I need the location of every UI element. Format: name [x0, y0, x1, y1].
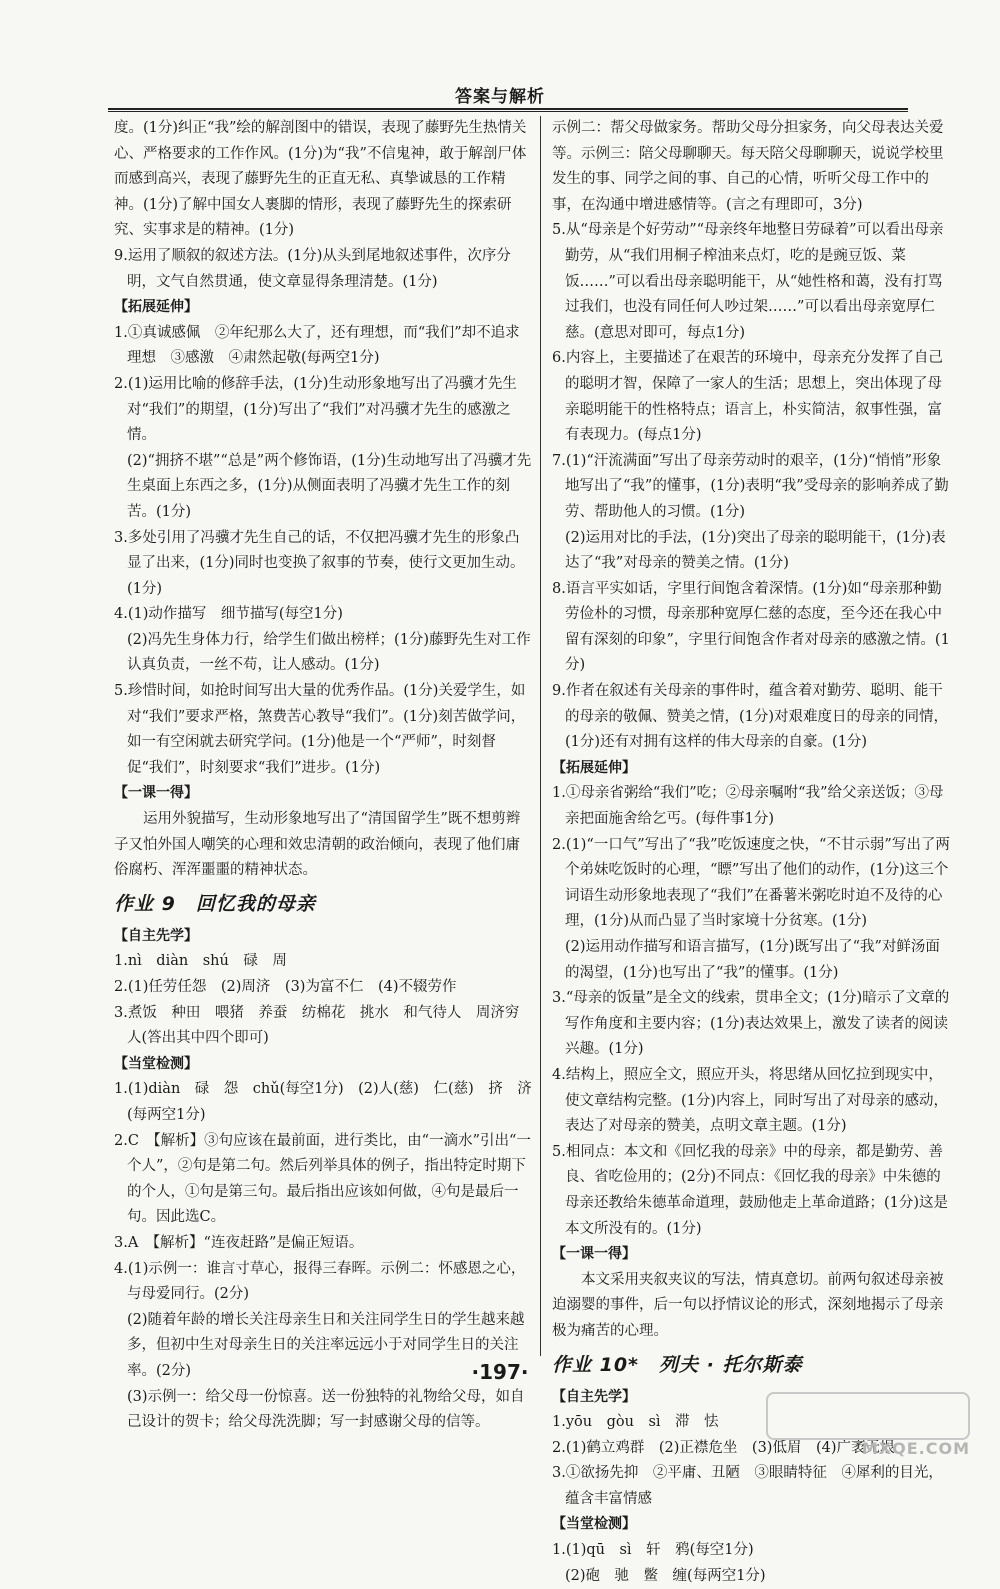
answer-subitem: (2)运用对比的手法，(1分)突出了母亲的聪明能干，(1分)表达了“我”对母亲的赞美之情。(1分) — [565, 529, 946, 572]
answer-item: 7.(1)“汗流满面”写出了母亲劳动时的艰辛，(1分)“悄悄”形象地写出了“我”的懂事，(1分)表明“我”受母亲的影响养成了勤劳、帮助他人的习惯。(1分) — [552, 452, 949, 520]
section-heading: 【拓展延伸】 — [552, 759, 636, 776]
section-heading: 【自主先学】 — [552, 1388, 636, 1405]
answer-subitem: (3)示例一：给父母一份惊喜。送一份独特的礼物给父母，如自己设计的贺卡；给父母洗洗脚；写一封感谢父母的信等。 — [127, 1388, 525, 1431]
header-rule-thin — [108, 111, 908, 112]
watermark — [760, 1392, 980, 1458]
continued-text: 度。(1分)纠正“我”绘的解剖图中的错误，表现了藤野先生热情关心、严格要求的工作作风。(1分)为“我”不信鬼神，敢于解剖尸体而感到高兴，表现了藤野先生的正直无私、真挚诚恳的工作精神。(1分)了解中国女人裹脚的情形，表现了藤野先生的探索研究、实事求是的精神。(1分) — [114, 120, 527, 239]
answer-item: 4.(1)动作描写 细节描写(每空1分) — [114, 606, 343, 623]
section-heading: 【一课一得】 — [552, 1246, 636, 1263]
answer-subitem: (2)冯先生身体力行，给学生们做出榜样；(1分)藤野先生对工作认真负责，一丝不苟，让人感动。(1分) — [127, 631, 531, 674]
answer-item: 2.(1)“一口气”写出了“我”吃饭速度之快，“不甘示弱”写出了两个弟妹吃饭时的心理，“瞟”写出了他们的动作，(1分)这三个词语生动形象地表现了“我们”在番薯米粥吃时迫不及待的心理，(1分)从而凸显了当时家境十分贫寒。(1分) — [552, 836, 950, 930]
paragraph: 运用外貌描写，生动形象地写出了“清国留学生”既不想剪辫子又怕外国人嘲笑的心理和效忠清朝的政治倾向，表现了他们庸俗腐朽、浑浑噩噩的精神状态。 — [114, 811, 521, 879]
answer-item: 9.作者在叙述有关母亲的事件时，蕴含着对勤劳、聪明、能干的母亲的敬佩、赞美之情，(1分)对艰难度日的母亲的同情，(1分)还有对拥有这样的伟大母亲的自豪。(1分) — [552, 683, 949, 751]
answer-item: 9.运用了顺叙的叙述方法。(1分)从头到尾地叙述事件，次序分明，文气自然贯通，使文章显得条理清楚。(1分) — [114, 247, 511, 290]
answer-item: 8.语言平实如话，字里行间饱含着深情。(1分)如“母亲那种勤劳俭朴的习惯，母亲那种宽厚仁慈的态度，至今还在我心中留有深刻的印象”，字里行间饱含作者对母亲的感激之情。(1分) — [552, 580, 950, 674]
answer-item: 5.从“母亲是个好劳动”“母亲终年地整日劳碌着”可以看出母亲勤劳，从“我们用桐子榨油来点灯，吃的是豌豆饭、菜饭……”可以看出母亲聪明能干，从“她性格和蔼，没有打骂过我们，也没有同任何人吵过架……”可以看出母亲宽厚仁慈。(意思对即可，每点1分) — [552, 222, 944, 341]
answer-item: 1.(1)qū sì 轩 鸦(每空1分) — [552, 1542, 754, 1559]
section-heading: 【当堂检测】 — [114, 1055, 198, 1072]
answer-item: 5.珍惜时间，如抢时间写出大量的优秀作品。(1分)关爱学生，如对“我们”要求严格，煞费苦心教导“我们”。(1分)刻苦做学问，如一有空闲就去研究学问。(1分)他是一个“严师”，时刻督促“我们”，时刻要求“我们”进步。(1分) — [114, 683, 526, 776]
column-divider — [540, 116, 541, 1356]
answer-item: 2.C 【解析】③句应该在最前面，进行类比，由“一滴水”引出“一个人”，②句是第二句。然后列举具体的例子，指出特定时期下的个人，①句是第三句。最后指出应该如何做，④句是最后一句。因此选C。 — [114, 1132, 531, 1226]
answer-item: 4.(1)示例一：谁言寸草心，报得三春晖。示例二：怀感恩之心，与母爱同行。(2分) — [114, 1260, 526, 1303]
answer-item: 1.①真诚感佩 ②年纪那么大了，还有理想，而“我们”却不追求理想 ③感激 ④肃然起敬(每两空1分) — [114, 324, 520, 367]
section-heading: 【自主先学】 — [114, 927, 198, 944]
answer-subitem: (2)运用动作描写和语言描写，(1分)既写出了“我”对鲜汤面的渴望，(1分)也写出了“我”的懂事。(1分) — [565, 939, 940, 981]
watermark-url: MXQE.COM — [861, 1439, 970, 1458]
answer-item: 3.多处引用了冯骥才先生自己的话，不仅把冯骥才先生的形象凸显了出来，(1分)同时也变换了叙事的节奏，使行文更加生动。(1分) — [114, 529, 525, 597]
section-heading: 【当堂检测】 — [552, 1516, 636, 1533]
answer-item: 3.A 【解析】“连夜赶路”是偏正短语。 — [114, 1234, 364, 1251]
paragraph: 本文采用夹叙夹议的写法，情真意切。前两句叙述母亲被迫溺婴的事件，后一句以抒情议论的形式，深刻地揭示了母亲极为痛苦的心理。 — [552, 1271, 944, 1339]
answer-item: 1.nì diàn shú 碌 周 — [114, 953, 287, 970]
answer-item: 2.(1)任劳任怨 (2)周济 (3)为富不仁 (4)不辍劳作 — [114, 979, 457, 995]
continued-text: 示例二：帮父母做家务。帮助父母分担家务，向父母表达关爱等。示例三：陪父母聊聊天。每天陪父母聊聊天，说说学校里发生的事、同学之间的事、自己的心情，听听父母工作中的事，在沟通中增进感情等。(言之有理即可，3分) — [552, 120, 944, 213]
page-number: ·197· — [471, 1360, 529, 1384]
answer-item: 4.结构上，照应全文，照应开头，将思绪从回忆拉到现实中，使文章结构完整。(1分)内容上，同时写出了对母亲的感动，表达了对母亲的赞美，点明文章主题。(1分) — [552, 1066, 949, 1135]
homework-title: 作业 10* 列夫 · 托尔斯泰 — [552, 1353, 803, 1376]
answer-item: 3.煮饭 种田 喂猪 养蚕 纺棉花 挑水 和气待人 周济穷人(答出其中四个即可) — [114, 1004, 520, 1047]
answer-item: 2.(1)鹤立鸡群 (2)正襟危坐 (3)低眉 (4)广袤无垠 — [552, 1439, 895, 1456]
answer-item: 5.相同点：本文和《回忆我的母亲》中的母亲，都是勤劳、善良、省吃俭用的；(2分)不同点：《回忆我的母亲》中朱德的母亲还教给朱德革命道理，鼓励他走上革命道路；(1分)这是本文所没有的。(1分) — [552, 1143, 949, 1237]
answer-item: 1.yōu gòu sì 滞 怯 — [552, 1414, 719, 1431]
section-heading: 【一课一得】 — [114, 785, 198, 802]
answer-item: 1.(1)diàn 碌 怨 chǔ(每空1分) (2)人(慈) 仁(慈) 挤 济(每两空1分) — [114, 1081, 532, 1123]
answer-item: 3.①欲扬先抑 ②平庸、丑陋 ③眼睛特征 ④犀利的目光，蕴含丰富情感 — [552, 1465, 943, 1507]
answer-item: 2.(1)运用比喻的修辞手法，(1分)生动形象地写出了冯骥才先生对“我们”的期望，(1分)写出了“我们”对冯骥才先生的感激之情。 — [114, 375, 517, 444]
answer-item: 6.内容上，主要描述了在艰苦的环境中，母亲充分发挥了自己的聪明才智，保障了一家人的生活；思想上，突出体现了母亲聪明能干的性格特点；语言上，朴实简洁，叙事性强，富有表现力。(每点1分) — [552, 350, 943, 444]
left-column — [114, 116, 532, 1436]
homework-title: 作业 9 回忆我的母亲 — [114, 892, 316, 915]
answer-subitem: (2)随着年龄的增长关注母亲生日和关注同学生日的学生越来越多，但初中生对母亲生日的关注率远远小于对同学生日的关注率。(2分) — [127, 1311, 525, 1379]
section-heading: 【拓展延伸】 — [114, 299, 198, 316]
answer-item: 3.“母亲的饭量”是全文的线索，贯串全文；(1分)暗示了文章的写作角度和主要内容；(1分)表达效果上，激发了读者的阅读兴趣。(1分) — [552, 990, 950, 1058]
header-rule — [108, 108, 908, 110]
watermark-logo — [766, 1392, 970, 1440]
answer-subitem: (2)“拥挤不堪”“总是”两个修饰语，(1分)生动地写出了冯骥才先生桌面上东西之多，(1分)从侧面表明了冯骥才先生工作的刻苦。(1分) — [127, 452, 532, 520]
answer-subitem: (2)砲 驰 鳖 缠(每两空1分) — [565, 1567, 766, 1584]
answer-item: 1.①母亲省粥给“我们”吃；②母亲嘱咐“我”给父亲送饭；③母亲把面施舍给乞丐。(每件事1分) — [552, 785, 944, 828]
page-header-title: 答案与解析 — [455, 87, 545, 107]
